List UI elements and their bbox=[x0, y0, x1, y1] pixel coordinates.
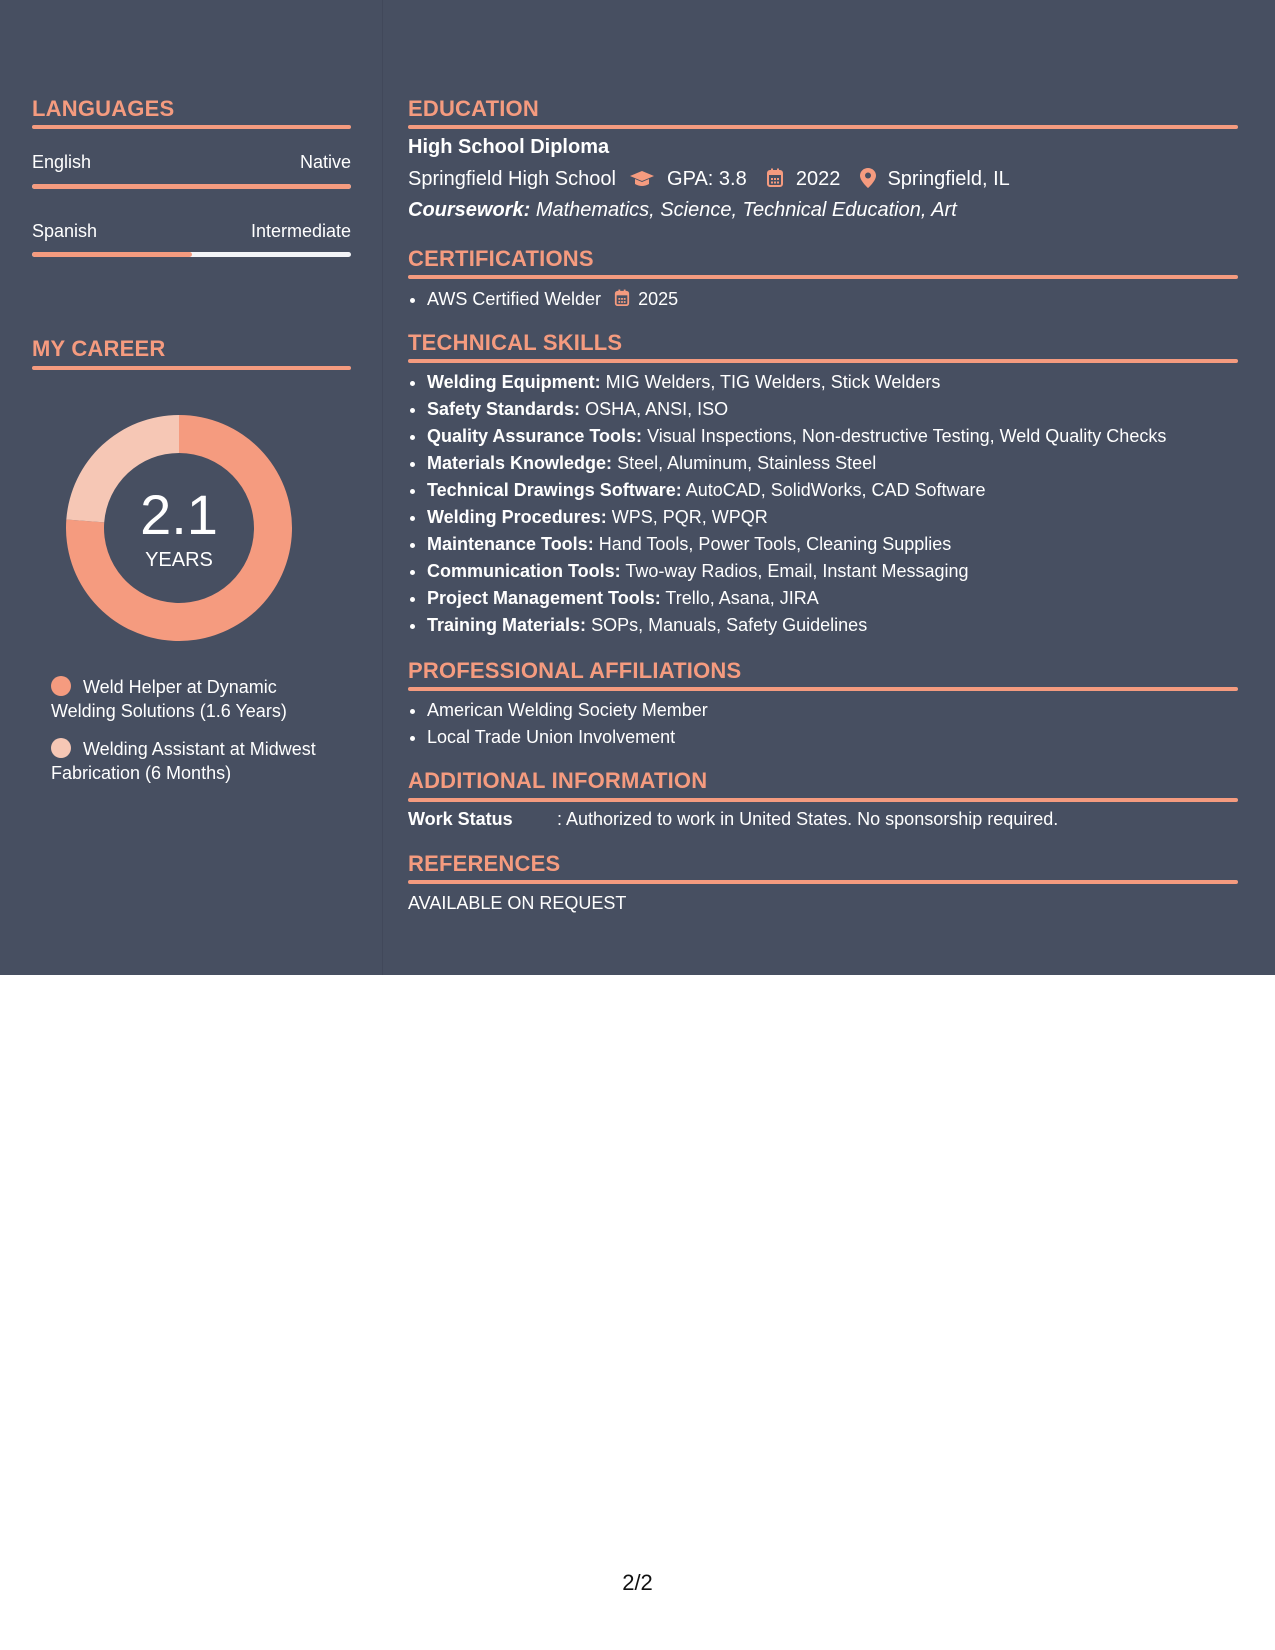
page-number: 2/2 bbox=[622, 1570, 653, 1595]
certification-item bbox=[427, 286, 678, 313]
skill-item bbox=[427, 396, 1166, 423]
education-rule bbox=[408, 125, 1238, 129]
career-rule bbox=[32, 366, 351, 370]
references-rule bbox=[408, 880, 1238, 884]
work-status-value: : Authorized to work in United States. No sponsorship required. bbox=[557, 809, 1059, 829]
language-bar-english bbox=[32, 184, 351, 189]
affiliation-item: • American Welding Society Member bbox=[427, 697, 708, 724]
skill-value: SOPs, Manuals, Safety Guidelines bbox=[591, 615, 868, 635]
certification-year: 2025 bbox=[638, 289, 679, 309]
legend-dot-icon bbox=[51, 676, 71, 696]
language-bar-fill bbox=[32, 184, 351, 189]
skill-label: Welding Equipment: bbox=[427, 372, 601, 392]
skill-label: Quality Assurance Tools: bbox=[427, 426, 643, 446]
language-level: Intermediate bbox=[250, 221, 351, 241]
degree-title: High School Diploma bbox=[408, 136, 610, 158]
skills-title: TECHNICAL SKILLS bbox=[408, 330, 623, 355]
skill-item bbox=[427, 450, 1166, 477]
certifications-title: CERTIFICATIONS bbox=[408, 246, 594, 271]
certifications-rule bbox=[408, 275, 1238, 279]
skill-value: AutoCAD, SolidWorks, CAD Software bbox=[685, 480, 986, 500]
career-legend-label: Weld Helper at Dynamic Welding Solutions (1.6 Years) bbox=[51, 677, 287, 721]
graduation-year: 2022 bbox=[795, 168, 841, 190]
skill-item bbox=[427, 531, 1166, 558]
skill-label: Project Management Tools: bbox=[427, 588, 661, 608]
skills-rule bbox=[408, 359, 1238, 363]
skill-item bbox=[427, 369, 1166, 396]
career-total-number: 2.1 bbox=[140, 483, 218, 546]
education-title: EDUCATION bbox=[408, 96, 539, 121]
education-meta bbox=[408, 168, 1010, 191]
career-legend-item bbox=[51, 737, 341, 785]
affiliation-item: • Local Trade Union Involvement bbox=[427, 724, 708, 751]
language-name: Spanish bbox=[32, 221, 98, 241]
skill-item bbox=[427, 585, 1166, 612]
languages-rule bbox=[32, 125, 351, 129]
language-name: English bbox=[32, 152, 92, 172]
career-title: MY CAREER bbox=[32, 336, 166, 361]
skill-value: Hand Tools, Power Tools, Cleaning Supplies bbox=[598, 534, 952, 554]
skill-value: Two-way Radios, Email, Instant Messaging bbox=[625, 561, 969, 581]
languages-title: LANGUAGES bbox=[32, 96, 175, 121]
skill-label: Communication Tools: bbox=[427, 561, 621, 581]
skill-item bbox=[427, 477, 1166, 504]
work-status-label: Work Status bbox=[408, 809, 513, 829]
skill-value: Visual Inspections, Non-destructive Testing, Weld Quality Checks bbox=[647, 426, 1167, 446]
affiliations-list bbox=[408, 697, 708, 751]
career-legend-item bbox=[51, 675, 341, 723]
certification-name: AWS Certified Welder bbox=[427, 289, 602, 309]
graduation-cap-icon bbox=[629, 170, 655, 188]
coursework bbox=[408, 199, 957, 222]
skill-value: OSHA, ANSI, ISO bbox=[585, 399, 729, 419]
additional-rule bbox=[408, 798, 1238, 802]
school-location: Springfield, IL bbox=[887, 168, 1010, 190]
calendar-icon bbox=[614, 289, 630, 307]
skill-label: Welding Procedures: bbox=[427, 507, 607, 527]
skill-item bbox=[427, 504, 1166, 531]
language-bar-fill bbox=[32, 252, 192, 257]
skill-item bbox=[427, 612, 1166, 639]
skill-value: MIG Welders, TIG Welders, Stick Welders bbox=[605, 372, 941, 392]
affiliations-title: PROFESSIONAL AFFILIATIONS bbox=[408, 658, 742, 683]
references-title: REFERENCES bbox=[408, 851, 561, 876]
skill-item bbox=[427, 423, 1166, 450]
calendar-icon bbox=[766, 168, 784, 188]
skill-value: Steel, Aluminum, Stainless Steel bbox=[617, 453, 877, 473]
certifications-list bbox=[408, 286, 678, 313]
coursework-label: Coursework: bbox=[408, 199, 531, 221]
skill-label: Training Materials: bbox=[427, 615, 587, 635]
skill-label: Materials Knowledge: bbox=[427, 453, 613, 473]
career-total-unit: YEARS bbox=[145, 549, 213, 571]
career-legend-label: Welding Assistant at Midwest Fabrication (6 Months) bbox=[51, 739, 316, 783]
skill-label: Maintenance Tools: bbox=[427, 534, 594, 554]
skill-label: Technical Drawings Software: bbox=[427, 480, 682, 500]
skill-item bbox=[427, 558, 1166, 585]
gpa: GPA: 3.8 bbox=[667, 168, 747, 190]
additional-title: ADDITIONAL INFORMATION bbox=[408, 768, 708, 793]
skill-value: WPS, PQR, WPQR bbox=[611, 507, 768, 527]
legend-dot-icon bbox=[51, 738, 71, 758]
map-pin-icon bbox=[860, 168, 876, 188]
language-bar-spanish bbox=[32, 252, 351, 257]
skills-list bbox=[408, 369, 1166, 639]
column-divider bbox=[382, 0, 383, 975]
references-text: AVAILABLE ON REQUEST bbox=[408, 893, 627, 913]
coursework-list: Mathematics, Science, Technical Education, Art bbox=[535, 199, 957, 221]
skill-label: Safety Standards: bbox=[427, 399, 581, 419]
language-level: Native bbox=[299, 152, 351, 172]
school-name: Springfield High School bbox=[408, 168, 616, 190]
affiliations-rule bbox=[408, 687, 1238, 691]
skill-value: Trello, Asana, JIRA bbox=[665, 588, 819, 608]
